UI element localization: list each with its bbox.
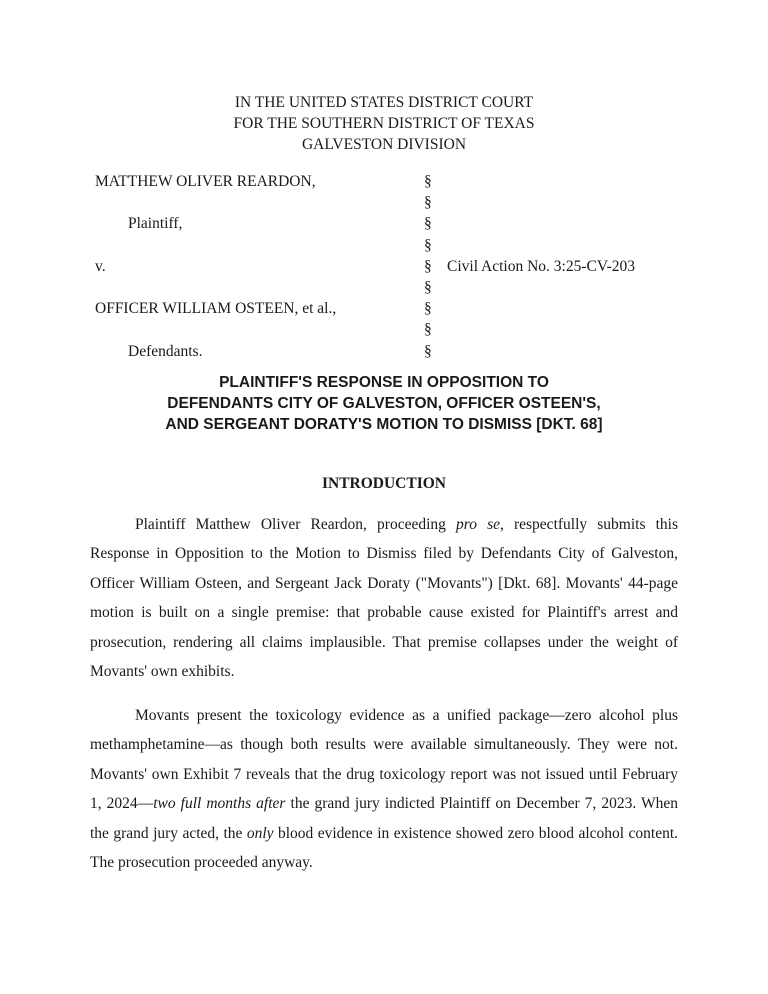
title-line: PLAINTIFF'S RESPONSE IN OPPOSITION TO <box>219 374 549 391</box>
caption-row <box>95 319 695 340</box>
paragraph-text: Movants present the toxicology evidence as a unified package—zero alcohol plus methamphetamine—as though both results were available simultaneously. They were not. Movants' own Exhibit 7 reveals that the drug toxicology report was not issued until February 1, 2024— <box>90 707 678 813</box>
plaintiff-label: Plaintiff, <box>128 215 183 233</box>
versus-label: v. <box>95 257 106 275</box>
paragraph-text: , respectfully submits this Response in Opposition to the Motion to Dismiss filed by Defendants City of Galveston, Officer William Osteen, and Sergeant Jack Doraty ("Movants") [Dkt. 68]. Movants' 44-page motion is built on a single premise: that probable cause existed for Plaintiff's arrest and prosecution, rendering all claims implausible. That premise collapses under the weight of Movants' own exhibits. <box>90 516 678 681</box>
introduction-heading: INTRODUCTION <box>321 475 446 492</box>
court-district-line: FOR THE SOUTHERN DISTRICT OF TEXAS <box>233 115 535 132</box>
section-symbol: § <box>424 194 432 212</box>
court-header <box>0 92 768 155</box>
paragraph-emphasis: two full months after <box>153 795 286 813</box>
defendant-name: OFFICER WILLIAM OSTEEN, et al., <box>95 300 337 318</box>
caption-row <box>95 256 695 277</box>
paragraph-text: Plaintiff Matthew Oliver Reardon, proceeding <box>135 516 457 533</box>
section-symbol: § <box>424 173 432 190</box>
section-symbol: § <box>424 215 432 233</box>
paragraph-emphasis: only <box>246 824 274 842</box>
caption-row <box>95 277 695 298</box>
title-line: AND SERGEANT DORATY'S MOTION TO DISMISS [DKT. 68] <box>165 416 603 433</box>
paragraph-text: the grand jury indicted Plaintiff on December 7, 2023. When the grand jury acted, the <box>90 795 679 842</box>
section-symbol: § <box>424 342 432 360</box>
section-symbol: § <box>424 236 432 254</box>
paragraph-text: blood evidence in existence showed zero blood alcohol content. The prosecution proceeded anyway. <box>90 824 679 872</box>
caption-row <box>95 171 695 192</box>
caption-row <box>95 213 695 234</box>
section-symbol: § <box>424 257 432 275</box>
case-number: Civil Action No. 3:25-CV-203 <box>447 257 636 275</box>
case-caption <box>95 171 695 362</box>
introduction-paragraph-2 <box>90 701 678 877</box>
caption-row <box>95 341 695 362</box>
title-line: DEFENDANTS CITY OF GALVESTON, OFFICER OSTEEN'S, <box>167 395 601 412</box>
caption-row <box>95 298 695 319</box>
caption-row <box>95 192 695 213</box>
plaintiff-name: MATTHEW OLIVER REARDON, <box>95 173 316 190</box>
caption-row <box>95 235 695 256</box>
court-division-line: GALVESTON DIVISION <box>301 136 467 153</box>
defendant-label: Defendants. <box>128 342 203 360</box>
introduction-paragraph-1 <box>90 510 678 686</box>
section-symbol: § <box>424 321 432 339</box>
document-title <box>0 372 768 435</box>
section-symbol: § <box>424 300 432 318</box>
section-symbol: § <box>424 278 432 296</box>
court-name-line: IN THE UNITED STATES DISTRICT COURT <box>234 94 534 111</box>
paragraph-emphasis: pro se <box>456 516 500 533</box>
